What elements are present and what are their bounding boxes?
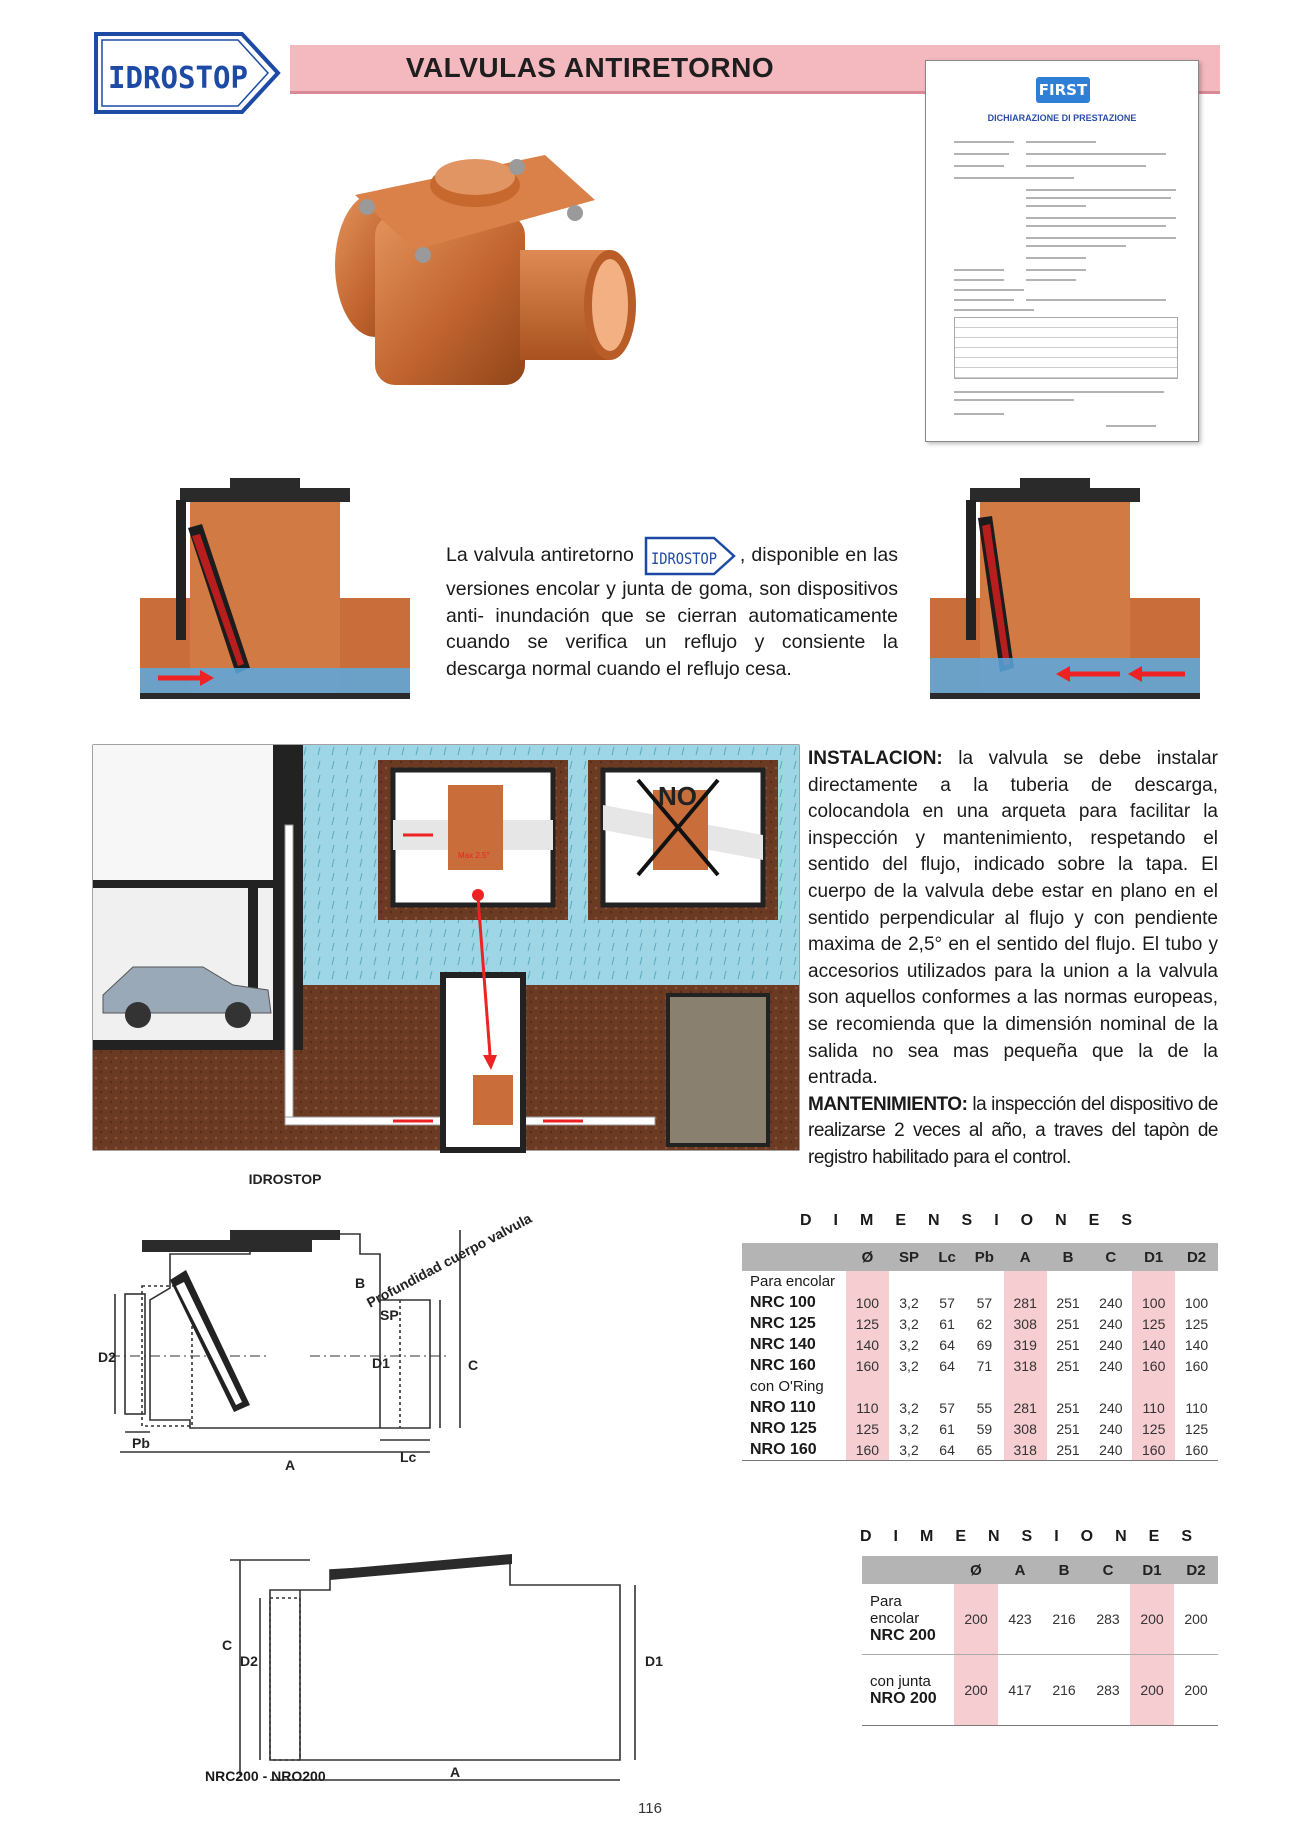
table-cell: 64 <box>939 1336 955 1353</box>
th-1: SP <box>889 1243 929 1271</box>
table-cell: 125 <box>1132 1418 1175 1439</box>
th-0: Ø <box>846 1243 889 1271</box>
model-name: NRO 125 <box>750 1419 817 1437</box>
table-row <box>742 1355 1218 1376</box>
table-cell: 240 <box>1099 1357 1123 1374</box>
model-name: NRO 200 <box>870 1689 937 1707</box>
model-name: NRC 100 <box>750 1293 816 1311</box>
table-cell: 240 <box>1099 1441 1123 1458</box>
table-cell: 125 <box>1132 1313 1175 1334</box>
table-cell: 3,2 <box>899 1315 919 1332</box>
th-8: D2 <box>1175 1243 1218 1271</box>
table-cell: 281 <box>1004 1292 1047 1313</box>
page-number: 116 <box>638 1800 662 1817</box>
intro-text-rest: , disponible en las versiones encolar y junta de goma, son dispositivos anti- inundación que se cierran automaticamente cuando se verifica un reflujo y consiente la descarga normal cuando el reflujo cesa. <box>446 544 899 680</box>
table-cell: 318 <box>1004 1439 1047 1461</box>
table-cell: 125 <box>1184 1420 1209 1437</box>
certificate-document <box>925 60 1199 442</box>
maintenance-paragraph <box>808 1092 1218 1172</box>
svg-text:IDROSTOP: IDROSTOP <box>108 61 248 96</box>
maintenance-label: MANTENIMIENTO: <box>808 1093 968 1115</box>
table-cell: 423 <box>998 1584 1042 1655</box>
drawing2-caption: NRC200 - NRO200 <box>205 1768 326 1784</box>
label-c: C <box>468 1357 479 1373</box>
t2-th-5: D2 <box>1174 1556 1218 1584</box>
label-a: A <box>285 1457 296 1473</box>
table-cell: 160 <box>1132 1355 1175 1376</box>
model-cell <box>862 1655 954 1726</box>
table-cell: 160 <box>1184 1357 1209 1374</box>
table-row <box>742 1292 1218 1313</box>
svg-text:IDROSTOP: IDROSTOP <box>650 549 717 568</box>
table-cell: 100 <box>1184 1294 1209 1311</box>
table-row <box>742 1397 1218 1418</box>
label-pb: Pb <box>132 1435 150 1451</box>
idrostop-logo <box>92 30 282 116</box>
table-cell: 251 <box>1056 1441 1080 1458</box>
table2-title: DIMENSIONES <box>860 1528 1215 1545</box>
table-cell: 200 <box>1130 1584 1174 1655</box>
table-cell: 3,2 <box>899 1294 919 1311</box>
table-cell: 281 <box>1004 1397 1047 1418</box>
technical-drawing-valve <box>98 1170 535 1520</box>
table-group-label: Para encolar <box>870 1593 920 1627</box>
table-cell: 240 <box>1099 1315 1123 1332</box>
table-row <box>742 1334 1218 1355</box>
table-cell: 140 <box>1132 1334 1175 1355</box>
drawing2-label-c: C <box>222 1637 233 1653</box>
table-cell: 283 <box>1086 1655 1130 1726</box>
installation-illustration <box>93 745 799 1150</box>
table-cell: 200 <box>954 1655 998 1726</box>
label-b: B <box>355 1275 366 1291</box>
table-cell: 251 <box>1056 1420 1080 1437</box>
installation-text <box>808 746 1218 1172</box>
table-cell: 61 <box>939 1315 955 1332</box>
table-cell: 240 <box>1099 1336 1123 1353</box>
table-cell: 251 <box>1056 1336 1080 1353</box>
table-cell: 100 <box>846 1292 889 1313</box>
table-cell: 69 <box>976 1336 993 1353</box>
valve-section-open <box>140 478 410 708</box>
t2-th-0: Ø <box>954 1556 998 1584</box>
table-cell: 160 <box>1132 1439 1175 1461</box>
model-name: NRC 200 <box>870 1627 936 1644</box>
table-cell: 200 <box>1174 1655 1218 1726</box>
table-cell: 65 <box>976 1441 993 1458</box>
table-row <box>742 1439 1218 1461</box>
th-5: B <box>1047 1243 1090 1271</box>
table-cell: 57 <box>939 1399 955 1416</box>
drawing1-caption: IDROSTOP <box>248 1171 322 1187</box>
maintenance-body: la inspección del dispositivo de realizarse 2 veces al año, a traves del tapòn de registro habilitado para el control. <box>808 1093 1218 1168</box>
table-cell: 125 <box>1184 1315 1209 1332</box>
drawing2-label-d2: D2 <box>240 1653 258 1669</box>
table-cell: 110 <box>1185 1399 1208 1416</box>
installation-label: INSTALACION: <box>808 748 943 769</box>
t2-th-2: B <box>1042 1556 1086 1584</box>
drawing2-label-a: A <box>450 1764 461 1780</box>
table-cell: 417 <box>998 1655 1042 1726</box>
table-row <box>742 1313 1218 1334</box>
table-cell: 64 <box>939 1441 955 1458</box>
intro-text-start: La valvula antiretorno <box>446 544 634 567</box>
th-6: C <box>1089 1243 1132 1271</box>
table-cell: 110 <box>1132 1397 1175 1418</box>
table-group-label: Para encolar <box>750 1273 836 1290</box>
table-cell: 200 <box>1174 1584 1218 1655</box>
table-cell: 216 <box>1042 1584 1086 1655</box>
th-2: Lc <box>929 1243 965 1271</box>
model-cell <box>862 1584 954 1655</box>
label-d2: D2 <box>98 1349 116 1365</box>
t2-th-1: A <box>998 1556 1042 1584</box>
model-name: NRC 125 <box>750 1314 816 1332</box>
t2-th-3: C <box>1086 1556 1130 1584</box>
table-cell: 125 <box>846 1313 889 1334</box>
model-name: NRO 160 <box>750 1440 817 1458</box>
table-cell: 160 <box>846 1355 889 1376</box>
max-angle-label: Max 2.5° <box>458 851 490 860</box>
th-4: A <box>1004 1243 1047 1271</box>
installation-body: la valvula se debe instalar directamente a la tuberia de descarga, colocandola en una arqueta para facilitar la inspección y mantenimiento, respetando el sentido del flujo, indicado sobre la tapa. El cuerpo de la valvula debe estar en plano en el sentido perpendicular al flujo y con pendiente maxima de 2,5° en el sentido del flujo. El tubo y accesorios utilizados para la union a la valvula son aquellos conformes a las normas europeas, se recomienda que la dimensión nominal de la salida no sea mas pequeña que la de la entrada. <box>808 748 1218 1089</box>
intro-paragraph <box>446 536 898 682</box>
th-7: D1 <box>1132 1243 1175 1271</box>
table-cell: 200 <box>954 1584 998 1655</box>
t2-th-4: D1 <box>1130 1556 1174 1584</box>
certificate-title: DICHIARAZIONE DI PRESTAZIONE <box>987 113 1137 123</box>
table-cell: 240 <box>1099 1294 1123 1311</box>
table-cell: 140 <box>846 1334 889 1355</box>
page-title: VALVULAS ANTIRETORNO <box>405 52 775 83</box>
table-cell: 125 <box>846 1418 889 1439</box>
table-cell: 251 <box>1056 1357 1080 1374</box>
table-cell: 100 <box>1132 1292 1175 1313</box>
table-cell: 62 <box>976 1315 993 1332</box>
model-name: NRC 140 <box>750 1335 816 1353</box>
table-cell: 240 <box>1099 1399 1123 1416</box>
table-cell: 251 <box>1056 1294 1080 1311</box>
table-cell: 319 <box>1004 1334 1047 1355</box>
table-cell: 3,2 <box>899 1357 919 1374</box>
table-cell: 61 <box>939 1420 955 1437</box>
table-cell: 160 <box>1184 1441 1209 1458</box>
label-profundidad: Profundidad cuerpo valvula <box>363 1209 535 1311</box>
model-name: NRC 160 <box>750 1356 816 1374</box>
first-logo: FIRST <box>1036 77 1090 103</box>
table-cell: 71 <box>976 1357 993 1374</box>
table-cell: 240 <box>1099 1420 1123 1437</box>
model-name: NRO 110 <box>750 1398 816 1416</box>
th-3: Pb <box>965 1243 1004 1271</box>
drawing2-label-d1: D1 <box>645 1653 663 1669</box>
valve-product-image <box>325 145 645 425</box>
table-cell: 3,2 <box>899 1441 919 1458</box>
table-cell: 216 <box>1042 1655 1086 1726</box>
table-row <box>862 1655 1218 1726</box>
label-d1: D1 <box>372 1355 390 1371</box>
table-cell: 3,2 <box>899 1420 919 1437</box>
table-cell: 55 <box>976 1399 993 1416</box>
table-group-label: con O'Ring <box>750 1378 824 1395</box>
table-cell: 3,2 <box>899 1399 919 1416</box>
valve-section-closed <box>930 478 1200 708</box>
idrostop-inline-logo <box>644 536 736 576</box>
technical-drawing-nrc200 <box>200 1540 663 1800</box>
table1-title: DIMENSIONES <box>800 1212 1155 1229</box>
dimensions-table-2 <box>862 1556 1218 1726</box>
table-cell: 251 <box>1056 1399 1080 1416</box>
table-cell: 308 <box>1004 1313 1047 1334</box>
table-cell: 318 <box>1004 1355 1047 1376</box>
label-lc: Lc <box>400 1449 417 1465</box>
table-cell: 57 <box>939 1294 955 1311</box>
table-row <box>862 1584 1218 1655</box>
table-cell: 283 <box>1086 1584 1130 1655</box>
table-cell: 308 <box>1004 1418 1047 1439</box>
table-cell: 160 <box>846 1439 889 1461</box>
table-cell: 57 <box>976 1294 993 1311</box>
table-cell: 3,2 <box>899 1336 919 1353</box>
table-cell: 59 <box>976 1420 993 1437</box>
dimensions-table-1 <box>742 1243 1218 1461</box>
label-sp: SP <box>380 1307 399 1323</box>
table-cell: 64 <box>939 1357 955 1374</box>
table-cell: 200 <box>1130 1655 1174 1726</box>
table-cell: 110 <box>846 1397 889 1418</box>
no-label: NO <box>658 781 697 811</box>
table-row <box>742 1418 1218 1439</box>
table-cell: 251 <box>1056 1315 1080 1332</box>
table-cell: 140 <box>1184 1336 1209 1353</box>
table-group-label: con junta <box>870 1672 931 1690</box>
